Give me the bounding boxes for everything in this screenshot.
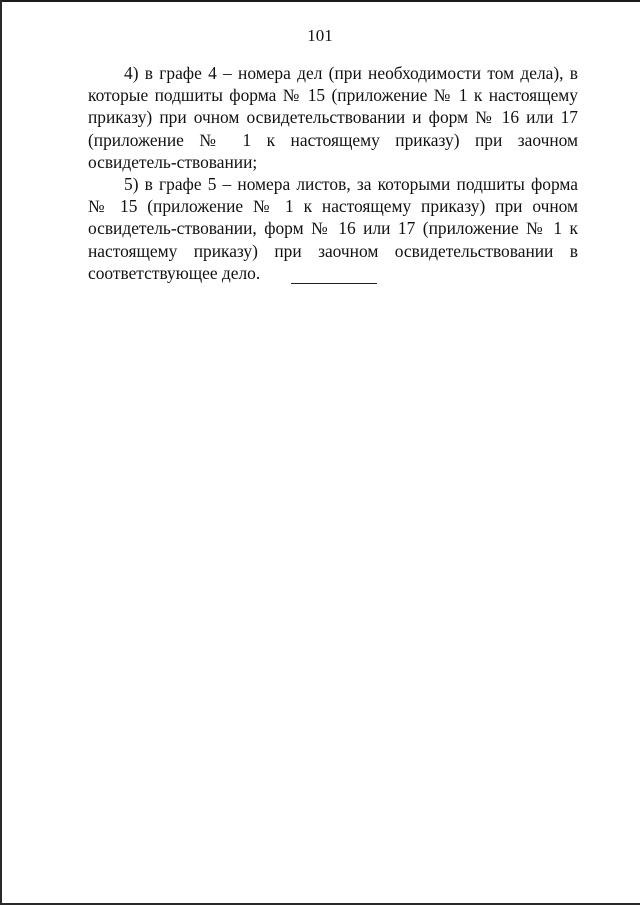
page-number: 101 <box>307 26 333 45</box>
end-separator-line <box>291 283 377 284</box>
scan-edge-left <box>0 0 2 905</box>
scan-edge-top <box>0 0 640 2</box>
document-body <box>88 62 578 284</box>
paragraph-item-5: 5) в графе 5 – номера листов, за которыми подшиты форма № 15 (приложение № 1 к настоящему приказу) при очном освидетель-ствовании, форм № 16 или 17 (приложение № 1 к настоящему приказу) при заочном освидетельствовании в соответствующее дело. <box>88 174 578 283</box>
paragraph-item-4: 4) в графе 4 – номера дел (при необходимости том дела), в которые подшиты форма № 15 (приложение № 1 к настоящему приказу) при очном освидетельствовании и форм № 16 или 17 (приложение № 1 к настоящему приказу) при заочном освидетель-ствовании; <box>88 63 578 172</box>
